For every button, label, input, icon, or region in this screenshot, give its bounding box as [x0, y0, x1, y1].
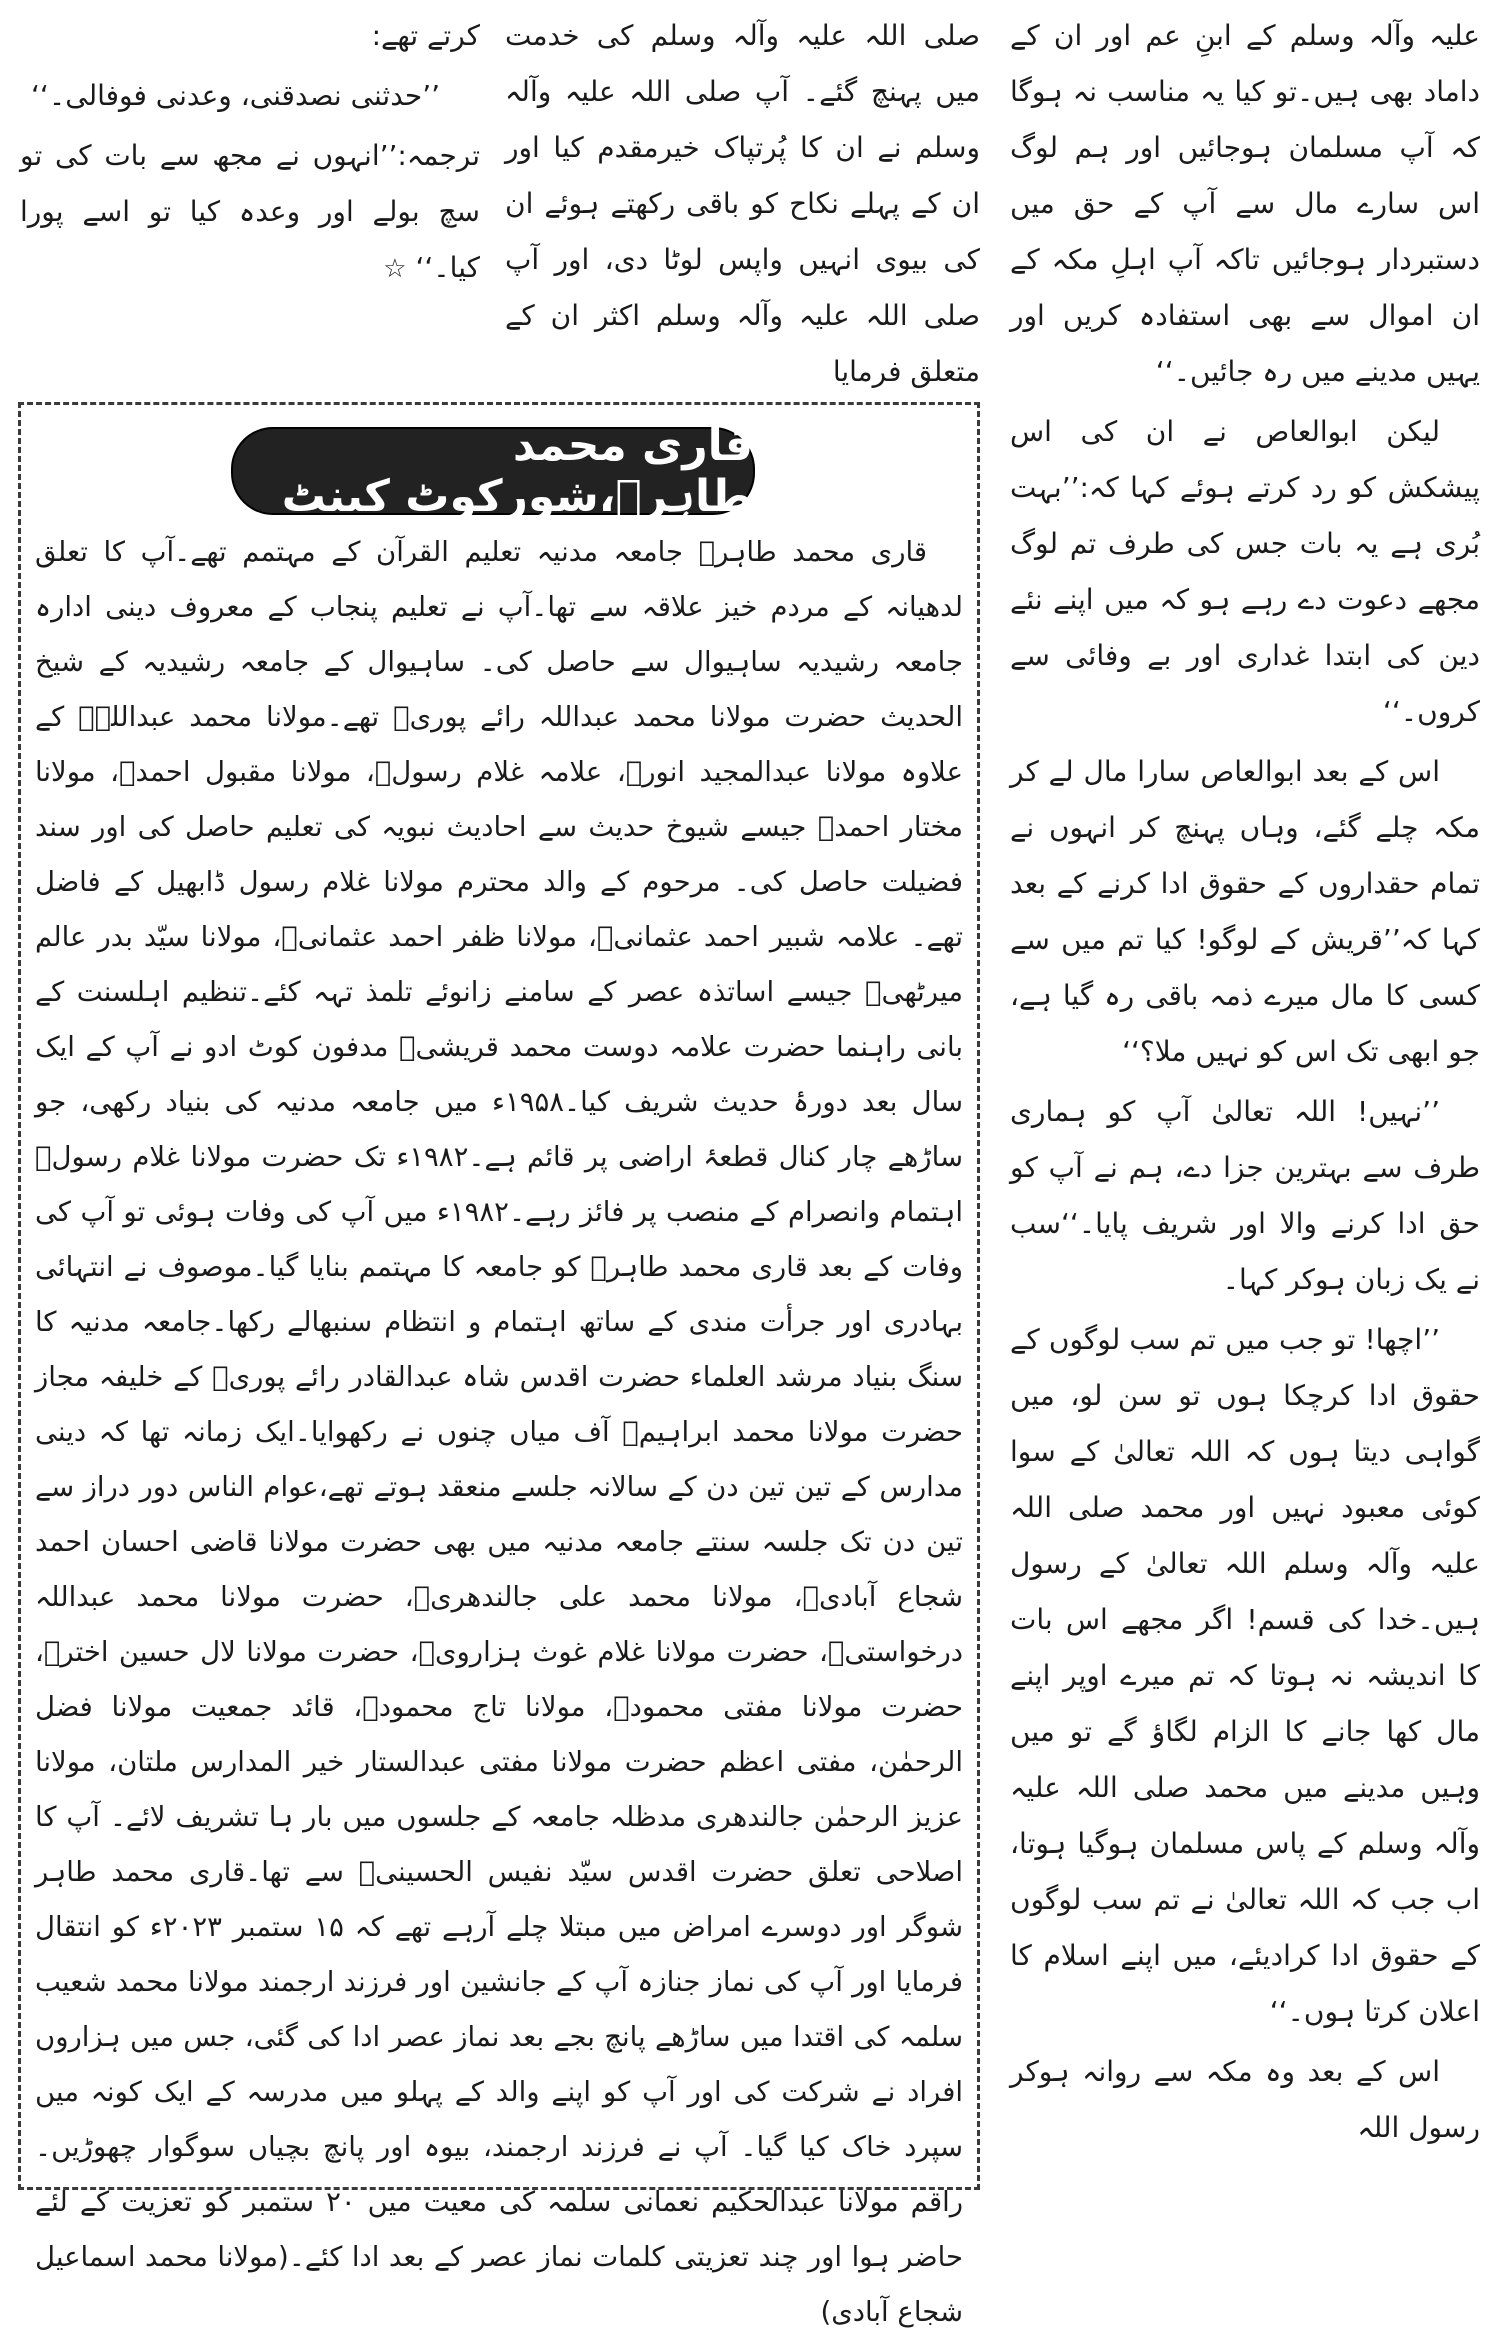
star-icon: ☆ — [383, 254, 407, 284]
obituary-paragraph: قاری محمد طاہرؒ جامعہ مدنیہ تعلیم القرآن کے مہتمم تھے۔آپ کا تعلق لدھیانہ کے مردم خیز علاقہ سے تھا۔آپ نے تعلیم پنجاب کے معروف دینی ادارہ جامعہ رشیدیہ ساہیوال سے حاصل کی۔ ساہیوال کے جامعہ رشیدیہ کے شیخ الحدیث حضرت مولانا محمد عبداللہ رائے پوریؒ تھے۔مولانا محمد عبداللہؒ کے علاوہ مولانا عبدالمجید انورؒ، علامہ غلام رسولؒ، مولانا مقبول احمدؒ، مولانا مختار احمدؒ جیسے شیوخ حدیث سے احادیث نبویہ کی تعلیم حاصل کی اور سند فضیلت حاصل کی۔ مرحوم کے والد محترم مولانا غلام رسول ڈابھیل کے فاضل تھے۔ علامہ شبیر احمد عثمانیؒ، مولانا ظفر احمد عثمانیؒ، مولانا سیّد بدر عالم میرٹھیؒ جیسے اساتذہ عصر کے سامنے زانوئے تلمذ تہہ کئے۔تنظیم اہلسنت کے بانی راہنما حضرت علامہ دوست محمد قریشیؒ مدفون کوٹ ادو نے آپ کے ایک سال بعد دورۂ حدیث شریف کیا۔۱۹۵۸ء میں جامعہ مدنیہ کی بنیاد رکھی، جو ساڑھے چار کنال قطعۂ اراضی پر قائم ہے۔۱۹۸۲ء تک حضرت مولانا غلام رسولؒ اہتمام وانصرام کے منصب پر فائز رہے۔۱۹۸۲ء میں آپ کی وفات ہوئی تو آپ کی وفات کے بعد قاری محمد طاہرؒ کو جامعہ کا مہتمم بنایا گیا۔موصوف نے انتہائی بہادری اور جرأت مندی کے ساتھ اہتمام و انتظام سنبھالے رکھا۔جامعہ مدنیہ کا سنگ بنیاد مرشد العلماء حضرت اقدس شاہ عبدالقادر رائے پوریؒ کے خلیفہ مجاز حضرت مولانا محمد ابراہیمؒ آف میاں چنوں نے رکھوایا۔ایک زمانہ تھا کہ دینی مدارس کے تین تین دن کے سالانہ جلسے منعقد ہوتے تھے،عوام الناس دور دراز سے تین دن تک جلسہ سنتے جامعہ مدنیہ میں بھی حضرت مولانا قاضی احسان احمد شجاع آبادیؒ، مولانا محمد علی جالندھریؒ، حضرت مولانا محمد عبداللہ درخواستیؒ، حضرت مولانا غلام غوث ہزارویؒ، حضرت مولانا لال حسین اخترؒ، حضرت مولانا مفتی محمودؒ، مولانا تاج محمودؒ، قائد جمعیت مولانا فضل الرحمٰن، مفتی اعظم حضرت مولانا مفتی عبدالستار خیر المدارس ملتان، مولانا عزیز الرحمٰن جالندھری مدظلہ جامعہ کے جلسوں میں بار ہا تشریف لائے۔ آپ کا اصلاحی تعلق حضرت اقدس سیّد نفیس الحسینیؒ سے تھا۔قاری محمد طاہر شوگر اور دوسرے امراض میں مبتلا چلے آرہے تھے کہ ۱۵ ستمبر ۲۰۲۳ء کو انتقال فرمایا اور آپ کی نماز جنازہ آپ کے جانشین اور فرزند ارجمند مولانا محمد شعیب سلمہ کی اقتدا میں ساڑھے پانچ بجے بعد نماز عصر ادا کی گئی، جس میں ہزاروں افراد نے شرکت کی اور آپ کو اپنے والد کے پہلو میں مدرسہ کے ایک کونہ میں سپرد خاک کیا گیا۔ آپ نے فرزند ارجمند، بیوہ اور پانچ بچیاں سوگوار چھوڑیں۔راقم مولانا عبدالحکیم نعمانی سلمہ کی معیت میں ۲۰ ستمبر کو تعزیت کے لئے حاضر ہوا اور چند تعزیتی کلمات نماز عصر کے بعد ادا کئے۔(مولانا محمد اسماعیل شجاع آبادی) — [35, 536, 964, 2328]
middle-text-column — [505, 8, 980, 400]
paragraph: اس کے بعد وہ مکہ سے روانہ ہوکر رسول اللہ — [1010, 2055, 1480, 2144]
left-text-column — [20, 8, 480, 400]
paragraph: ’’نہیں! اللہ تعالیٰ آپ کو ہماری طرف سے بہترین جزا دے، ہم نے آپ کو حق ادا کرنے والا اور شریف پایا۔‘‘سب نے یک زبان ہوکر کہا۔ — [1010, 1095, 1480, 1296]
right-text-column — [1010, 8, 1480, 2188]
translation — [20, 128, 480, 297]
obituary-title: قاری محمد طاہرؒ،شورکوٹ کینٹ — [231, 427, 755, 515]
paragraph: علیہ وآلہ وسلم کے ابنِ عم اور ان کے داماد بھی ہیں۔تو کیا یہ مناسب نہ ہوگا کہ آپ مسلمان ہوجائیں اور ہم لوگ اس سارے مال سے آپ کے حق میں دستبردار ہوجائیں تاکہ آپ اہلِ مکہ کے ان اموال سے بھی استفادہ کریں اور یہیں مدینے میں رہ جائیں۔‘‘ — [1010, 19, 1480, 388]
paragraph: لیکن ابوالعاص نے ان کی اس پیشکش کو رد کرتے ہوئے کہا کہ:’’بہت بُری ہے یہ بات جس کی طرف تم لوگ مجھے دعوت دے رہے ہو کہ میں اپنے نئے دین کی ابتدا غداری اور بے وفائی سے کروں۔‘‘ — [1010, 415, 1480, 728]
paragraph: کرتے تھے: — [371, 19, 480, 52]
obituary-body — [35, 525, 964, 2328]
obituary-box — [18, 402, 980, 2328]
paragraph: ’’اچھا! تو جب میں تم سب لوگوں کے حقوق ادا کرچکا ہوں تو سن لو، میں گواہی دیتا ہوں کہ اللہ تعالیٰ کے سوا کوئی معبود نہیں اور محمد صلی اللہ علیہ وآلہ وسلم اللہ تعالیٰ کے رسول ہیں۔خدا کی قسم! اگر مجھے اس بات کا اندیشہ نہ ہوتا کہ تم میرے اوپر اپنے مال کھا جانے کا الزام لگاؤ گے تو میں وہیں مدینے میں محمد صلی اللہ علیہ وآلہ وسلم کے پاس مسلمان ہوگیا ہوتا، اب جب کہ اللہ تعالیٰ نے تم سب لوگوں کے حقوق ادا کرادیئے، میں اپنے اسلام کا اعلان کرتا ہوں۔‘‘ — [1010, 1323, 1480, 2028]
paragraph: صلی اللہ علیہ وآلہ وسلم کی خدمت میں پہنچ گئے۔ آپ صلی اللہ علیہ وآلہ وسلم نے ان کا پُرتپاک خیرمقدم کیا اور ان کے پہلے نکاح کو باقی رکھتے ہوئے ان کی بیوی انہیں واپس لوٹا دی، اور آپ صلی اللہ علیہ وآلہ وسلم اکثر ان کے متعلق فرمایا — [505, 19, 980, 388]
paragraph: اس کے بعد ابوالعاص سارا مال لے کر مکہ چلے گئے، وہاں پہنچ کر انہوں نے تمام حقداروں کے حقوق ادا کرنے کے بعد کہا کہ’’قریش کے لوگو! کیا تم میں سے کسی کا مال میرے ذمہ باقی رہ گیا ہے، جو ابھی تک اس کو نہیں ملا؟‘‘ — [1010, 755, 1480, 1068]
arabic-quote: ’’حدثنی نصدقنی، وعدنی فوفالی۔‘‘ — [31, 79, 440, 112]
translation-text: ترجمہ:’’انہوں نے مجھ سے بات کی تو سچ بولے اور وعدہ کیا تو اسے پورا کیا۔‘‘ — [20, 139, 480, 284]
